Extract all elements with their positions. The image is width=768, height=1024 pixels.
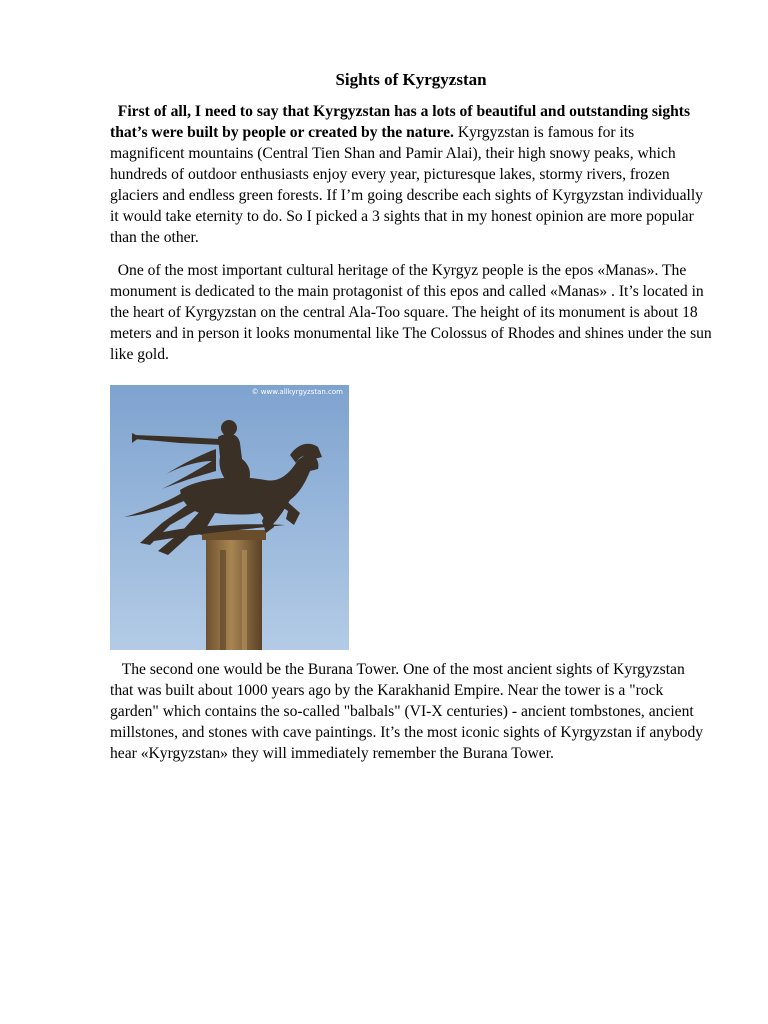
burana-text: The second one would be the Burana Tower. One of the most ancient sights of Kyrgyzstan that was built about 1000 years ago by the Karakhanid Empire. Near the tower is a "rock garden" which contains the so-called "balbals" (VI-X centuries) - ancient tombstones, ancient millstones, and stones with cave paintings. It’s the most iconic sights of Kyrgyzstan if anybody hear «Kyrgyzstan» they will immediately remember the Burana Tower. (110, 661, 704, 762)
photo-watermark: © www.allkyrgyzstan.com (251, 388, 343, 396)
intro-normal-text: Kyrgyzstan is famous for its magnificent mountains (Central Tien Shan and Pamir Alai), their high snowy peaks, which hundreds of outdoor enthusiasts enjoy every year, picturesque lakes, stormy rivers, frozen glaciers and endless green forests. If I’m going describe each sights of Kyrgyzstan individually it would take eternity to do. So I picked a 3 sights that in my honest opinion are more popular than the other. (110, 124, 703, 246)
paragraph-burana (110, 659, 712, 764)
intro-bold-text: First of all, I need to say that Kyrgyzstan has a lots of beautiful and outstanding sights that’s were built by people or created by the nature. (110, 103, 691, 141)
manas-monument-image (110, 385, 349, 650)
paragraph-intro (110, 101, 712, 248)
paragraph-manas (110, 260, 712, 365)
manas-text: One of the most important cultural heritage of the Kyrgyz people is the epos «Manas». The monument is dedicated to the main protagonist of this epos and called «Manas» . It’s located in the heart of Kyrgyzstan on the central Ala-Too square. The height of its monument is about 18 meters and in person it looks monumental like The Colossus of Rhodes and shines under the sun like gold. (110, 262, 712, 363)
manas-monument-photo (110, 385, 349, 650)
monument-column (202, 530, 266, 650)
document-title: Sights of Kyrgyzstan (335, 70, 487, 89)
